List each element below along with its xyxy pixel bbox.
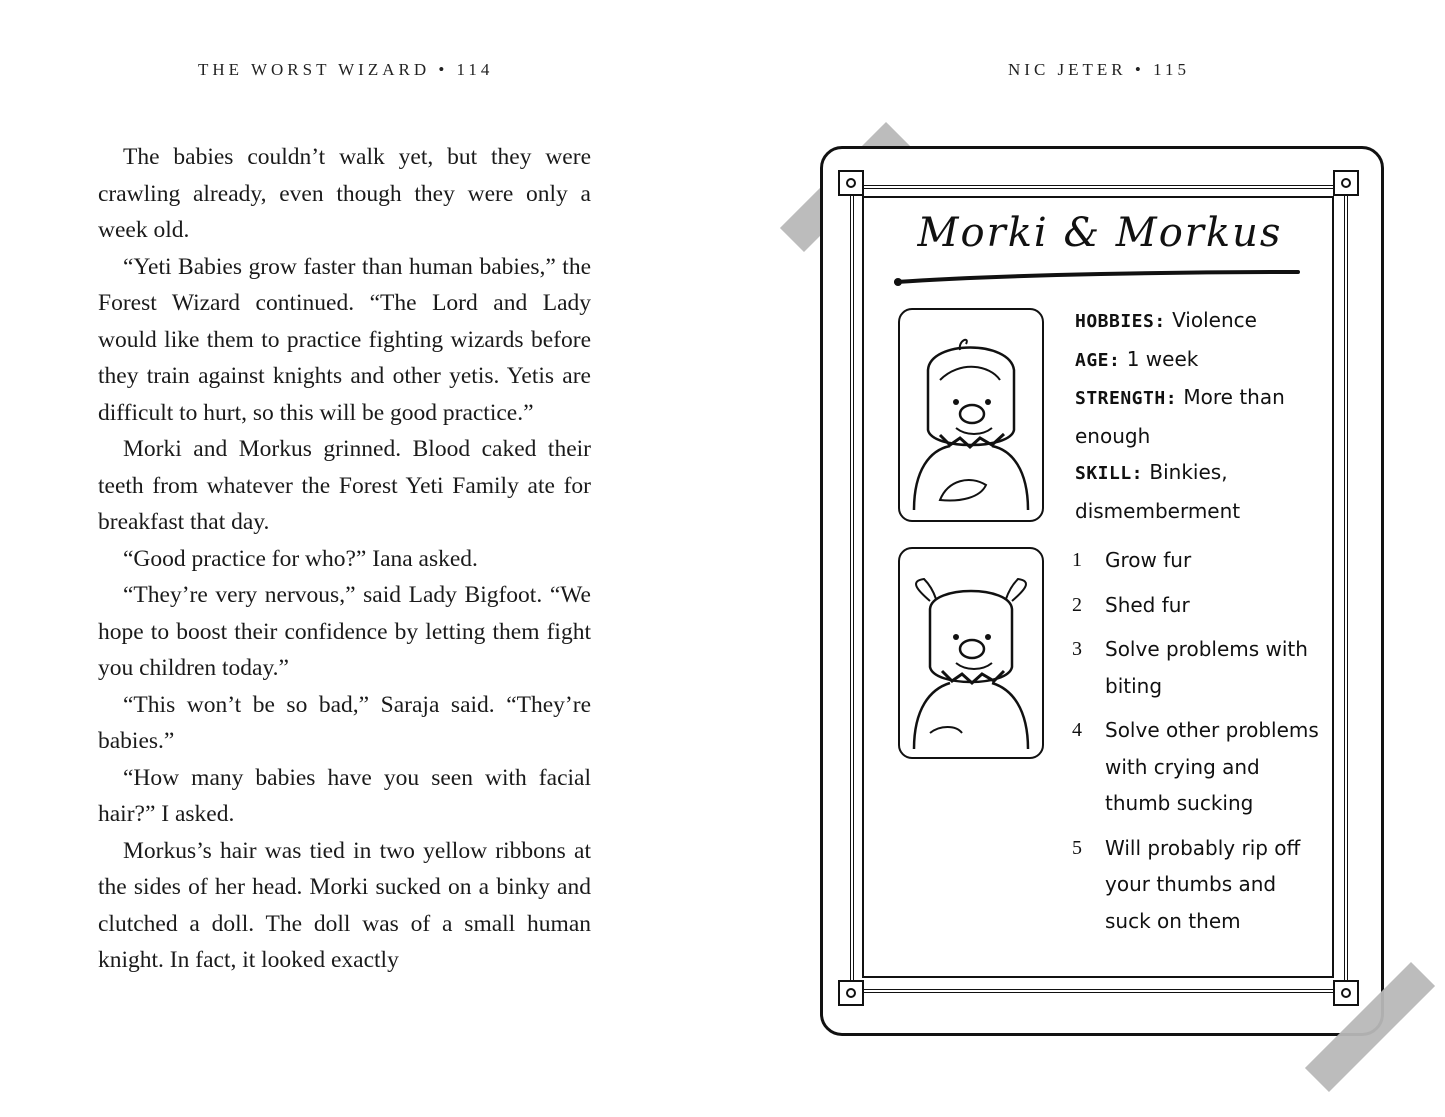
stat-value: More than enough: [1075, 385, 1285, 448]
running-head-right: NIC JETER • 115: [1008, 60, 1190, 79]
paragraph: “They’re very nervous,” said Lady Bigfoot. “We hope to boost their confidence by letting them fight you children today.”: [98, 582, 591, 681]
fact-text: Grow fur: [1105, 548, 1192, 572]
yeti-baby-morkus-illustration: [900, 549, 1042, 757]
list-item: [1070, 830, 1320, 940]
paragraph: The babies couldn’t walk yet, but they were crawling already, even though they were only a week old.: [98, 144, 591, 243]
frame-corner-bolt: [838, 980, 864, 1006]
body-text: [98, 139, 591, 979]
fact-number: 5: [1072, 836, 1082, 859]
stat-skill: [1075, 454, 1315, 529]
portrait-morki: [898, 308, 1044, 522]
list-item: [1070, 712, 1320, 822]
stat-value: Binkies, dismemberment: [1075, 460, 1241, 523]
paragraph: Morki and Morkus grinned. Blood caked their teeth from whatever the Forest Yeti Family ate for breakfast that day.: [98, 436, 591, 535]
fact-text: Solve other problems with crying and thumb sucking: [1105, 718, 1319, 815]
paragraph: Morkus’s hair was tied in two yellow ribbons at the sides of her head. Morki sucked on a binky and clutched a doll. The doll was of a small human knight. In fact, it looked exactly: [98, 837, 591, 973]
list-item: [1070, 587, 1320, 624]
portrait-morkus: [898, 547, 1044, 759]
paragraph: “How many babies have you seen with facial hair?” I asked.: [98, 764, 591, 827]
paragraph: “This won’t be so bad,” Saraja said. “They’re babies.”: [98, 691, 591, 754]
list-item: [1070, 631, 1320, 704]
paragraph: “Good practice for who?” Iana asked.: [123, 545, 478, 572]
frame-corner-bolt: [838, 170, 864, 196]
frame-corner-bolt: [1333, 980, 1359, 1006]
stat-value: 1 week: [1126, 346, 1199, 371]
stats-list: [1075, 302, 1315, 529]
frame-corner-bolt: [1333, 170, 1359, 196]
stat-label: HOBBIES:: [1075, 311, 1166, 332]
list-item: [1070, 542, 1320, 579]
stat-strength: [1075, 379, 1315, 454]
stat-age: [1075, 341, 1315, 380]
stat-hobbies: [1075, 302, 1315, 341]
fact-number: 1: [1072, 549, 1082, 571]
stat-value: Violence: [1172, 308, 1257, 332]
fact-number: 2: [1072, 593, 1082, 616]
yeti-baby-morki-illustration: [900, 310, 1042, 520]
title-underline-swoosh: [892, 268, 1302, 288]
stat-label: AGE:: [1075, 349, 1121, 371]
fact-text: Solve problems with biting: [1105, 637, 1308, 698]
card-title: Morki & Morkus: [917, 210, 1283, 256]
stat-label: SKILL:: [1075, 463, 1144, 484]
stat-label: STRENGTH:: [1075, 388, 1178, 409]
fact-number: 4: [1072, 719, 1082, 741]
paragraph: “Yeti Babies grow faster than human babies,” the Forest Wizard continued. “The Lord and Lady would like them to practice fighting wizards before they train against knights and other yetis. Yetis are difficult to hurt, so this will be good practice.”: [98, 253, 591, 426]
fact-text: Shed fur: [1105, 592, 1190, 617]
fact-text: Will probably rip off your thumbs and suck on them: [1105, 835, 1301, 933]
facts-list: [1070, 542, 1320, 947]
fact-number: 3: [1072, 638, 1082, 660]
running-head-left: THE WORST WIZARD • 114: [198, 60, 494, 79]
